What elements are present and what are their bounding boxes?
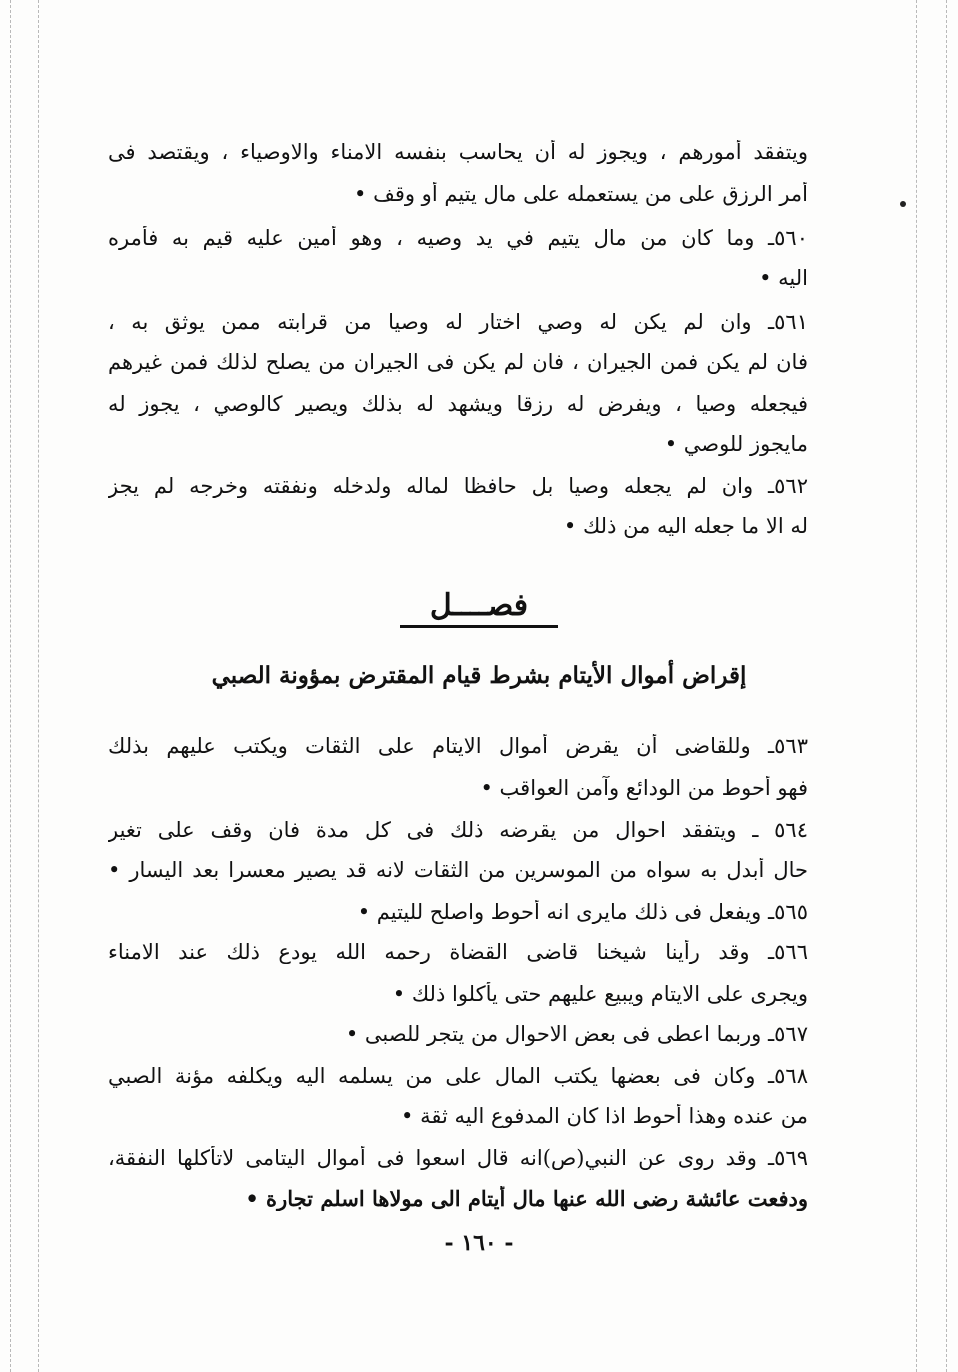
body-line: فيجعله وصيا ، ويفرض له رزقا ويشهد له بذلك ويصير كالوصي ، يجوز له: [108, 392, 808, 416]
body-line: ٥٦٠ـ وما كان من مال يتيم في يد وصيه ، وهو أمين عليه قيم به فأمره: [108, 226, 808, 250]
body-line: ٥٦٦ـ وقد رأينا شيخنا قاضى القضاة رحمه الله يودع ذلك عند الامناء: [108, 940, 808, 964]
body-line: اليه •: [759, 266, 808, 290]
body-line: ٥٦١ـ وان لم يكن له وصي اختار له وصيا من قرابته ممن يوثق به ،: [108, 310, 808, 334]
body-line: حال أبدل به سواه من الموسرين من الثقات لانه قد يصير معسرا بعد اليسار •: [108, 858, 808, 882]
body-line: ٥٦٥ـ ويفعل فى ذلك مايرى انه أحوط واصلح لليتيم •: [357, 900, 808, 924]
body-line: مايجوز للوصي •: [664, 432, 808, 456]
body-line: ٥٦٢ـ وان لم يجعله وصيا بل حافظا لماله ولدخله ونفقته وخرجه لم يجز: [108, 474, 808, 498]
body-line: فان لم يكن فمن الجيران ، فان لم يكن فى الجيران من يصلح لذلك فمن غيرهم: [108, 350, 808, 374]
section-title-text: فصــــل: [400, 588, 558, 628]
margin-dot-mark: [900, 201, 906, 207]
body-line: ٥٦٨ـ وكان فى بعضها يكتب المال على من يسلمه اليه ويكلفه مؤنة الصبي: [108, 1064, 808, 1088]
body-line: من عنده وهذا أحوط اذا كان المدفوع اليه ثقة •: [401, 1104, 808, 1128]
body-line: ٥٦٩ـ وقد روى عن النبي(ص)انه قال اسعوا فى أموال اليتامى لاتأكلها النفقة،: [108, 1146, 808, 1170]
body-line: ويجرى على الايتام ويبيع عليهم حتى يأكلوا ذلك •: [392, 982, 808, 1006]
section-subtitle: إقراض أموال الأيتام بشرط قيام المقترض بمؤونة الصبي: [211, 662, 747, 689]
body-line: أمر الرزق على من يستعمله على مال يتيم أو وقف •: [354, 182, 808, 206]
body-line: ٥٦٣ـ وللقاضى أن يقرض أموال الايتام على الثقات ويكتب عليهم بذلك: [108, 734, 808, 758]
page-number: - ١٦٠ -: [444, 1230, 514, 1256]
body-line: ودفعت عائشة رضى الله عنها مال أيتام الى مولاها اسلم تجارة •: [245, 1186, 808, 1211]
body-line: له الا ما جعله اليه من ذلك •: [563, 514, 808, 538]
body-line: فهو أحوط من الودائع وآمن العواقب •: [480, 776, 808, 800]
body-line: ٥٦٧ـ وربما اعطى فى بعض الاحوال من يتجر للصبى •: [345, 1022, 808, 1046]
body-line: ويتفقد أمورهم ، ويجوز له أن يحاسب بنفسه الامناء والاوصياء ، ويقتصد فى: [108, 140, 808, 164]
body-line: ٥٦٤ ـ ويتفقد احوال من يقرضه ذلك فى كل مدة فان وقف على تغير: [108, 818, 808, 842]
section-title: [0, 588, 958, 628]
